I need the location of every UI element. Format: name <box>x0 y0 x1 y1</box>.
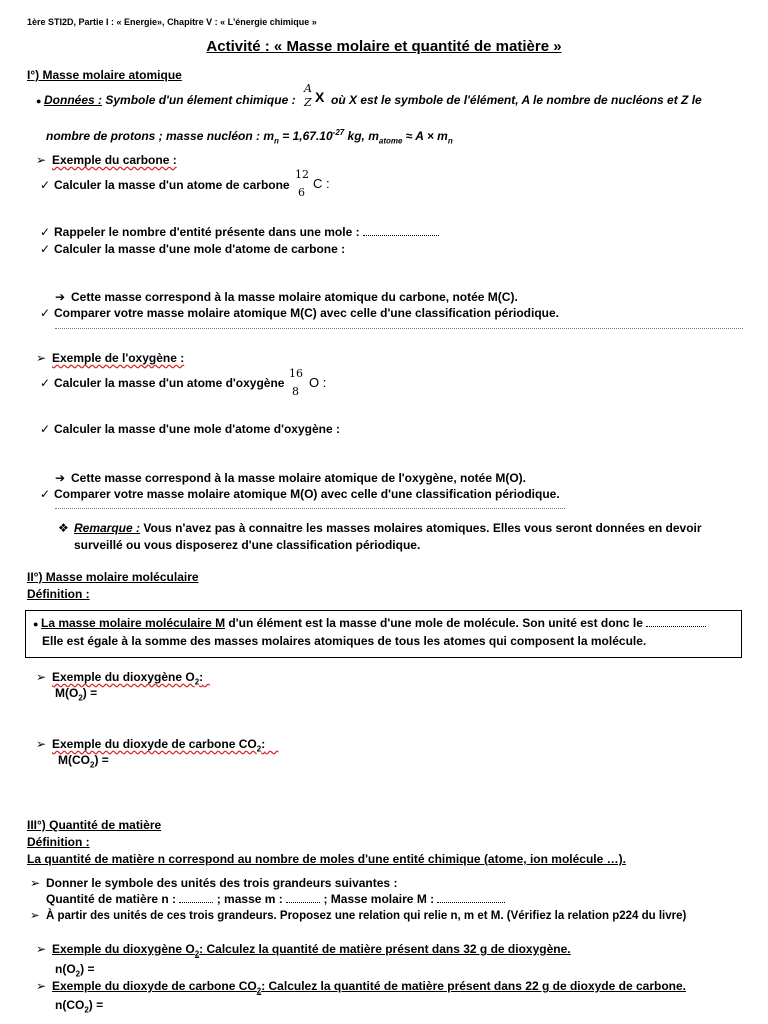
carbone-note-text: Cette masse correspond à la masse molaire atomique du carbone, notée M(C). <box>71 290 518 304</box>
answer-line[interactable] <box>55 508 565 509</box>
section-3-definition-text: La quantité de matière n correspond au nombre de moles d'une entité chimique (atome, ion molécule …). <box>27 852 626 866</box>
donnees-line-1 <box>36 93 296 107</box>
oxygen-q1 <box>40 376 284 390</box>
matome-label: kg, m <box>344 129 379 143</box>
oxygen-example-label: Exemple de l'oxygène : <box>52 351 185 365</box>
formula-end: ) = <box>88 998 104 1012</box>
definition-term: La masse molaire moléculaire M <box>41 616 226 630</box>
oxygen-note <box>55 471 526 485</box>
units-n-label: Quantité de matière n : <box>46 892 177 906</box>
subscript: 2 <box>194 677 200 687</box>
check-icon: ✓ <box>40 242 51 256</box>
document-header: 1ère STI2D, Partie I : « Energie», Chapitre V : « L'énergie chimique » <box>27 17 317 27</box>
check-icon: ✓ <box>40 487 51 501</box>
formula-end: ) = <box>82 686 98 700</box>
nuclide-a: A <box>304 82 312 95</box>
answer-line[interactable] <box>55 328 743 329</box>
units-question <box>30 876 397 890</box>
subscript: 2 <box>256 986 262 996</box>
oxygen-q3 <box>40 487 560 501</box>
page-title: Activité : « Masse molaire et quantité de matière » <box>206 38 562 55</box>
check-icon: ✓ <box>40 178 51 192</box>
carbone-q3-text: Calculer la masse d'une mole d'atome de carbone : <box>54 242 346 256</box>
carbone-q1-text: Calculer la masse d'un atome de carbone <box>54 178 290 192</box>
thick-arrow-icon: ➔ <box>55 471 66 485</box>
check-icon: ✓ <box>40 376 51 390</box>
nucleon-mass-label: nombre de protons ; masse nucléon : m <box>46 129 275 143</box>
thick-arrow-icon: ➔ <box>55 290 66 304</box>
oxygen-a: 16 <box>289 367 303 380</box>
check-icon: ✓ <box>40 225 51 239</box>
dioxygen-example-text: Exemple du dioxygène O <box>52 670 195 684</box>
subscript: 2 <box>78 693 83 703</box>
n-dioxygen-text: : Calculez la quantité de matière présent dans 32 g de dioxygène. <box>199 942 571 956</box>
diamond-icon: ❖ <box>58 521 69 535</box>
formula-start: n(O <box>55 962 76 976</box>
arrow-icon: ➢ <box>30 876 41 890</box>
carbone-q3 <box>40 242 345 256</box>
units-question-text: Donner le symbole des unités des trois grandeurs suivantes : <box>46 876 398 890</box>
subscript: 2 <box>90 760 95 770</box>
arrow-icon: ➢ <box>36 153 47 167</box>
co2-example <box>36 737 279 753</box>
remark-label: Remarque : <box>74 521 141 535</box>
arrow-icon: ➢ <box>36 942 47 956</box>
formula-start: M(CO <box>58 753 90 767</box>
check-icon: ✓ <box>40 422 51 436</box>
dioxygen-example <box>36 670 210 686</box>
nuclide-x: X <box>315 89 325 105</box>
n-co2-label: Exemple du dioxyde de carbone CO <box>52 979 257 993</box>
oxygen-example-heading <box>36 351 184 365</box>
oxygen-z: 8 <box>292 385 299 398</box>
carbon-symbol: C : <box>313 176 330 191</box>
subscript: 2 <box>194 949 200 959</box>
co2-example-label <box>52 737 279 754</box>
units-answers <box>46 892 505 906</box>
arrow-icon: ➢ <box>36 737 47 751</box>
co2-molar-mass <box>58 753 109 769</box>
dioxygen-example-label <box>52 670 210 687</box>
nuclide-oxygen <box>289 367 333 401</box>
bullet-icon: ● <box>33 619 39 629</box>
mn-sub-2: n <box>447 136 453 146</box>
oxygen-q2 <box>40 422 340 436</box>
section-1-heading: I°) Masse molaire atomique <box>27 68 182 82</box>
subscript: 2 <box>256 744 262 754</box>
carbone-example-label: Exemple du carbone : <box>52 153 177 167</box>
oxygen-q1-text: Calculer la masse d'un atome d'oxygène <box>54 376 285 390</box>
remark-line-2: surveillé ou vous disposerez d'une classification périodique. <box>74 538 421 552</box>
section-2-heading: II°) Masse molaire moléculaire <box>27 570 199 584</box>
matome-sub: atome <box>378 136 403 146</box>
arrow-icon: ➢ <box>30 910 40 922</box>
answer-blank[interactable] <box>646 625 706 627</box>
subscript: 2 <box>84 1005 89 1015</box>
carbone-q1 <box>40 178 290 192</box>
carbone-q4-text: Comparer votre masse molaire atomique M(C) avec celle d'une classification périodique. <box>54 306 560 320</box>
relation-question-text: À partir des unités de ces trois grandeurs. Proposez une relation qui relie n, m et M. (Vérifiez la relation p224 du livre) <box>46 910 687 922</box>
colon: : <box>261 737 266 751</box>
formula-start: M(O <box>55 686 79 700</box>
formula-end: ) = <box>80 962 95 976</box>
remark-text-1: Vous n'avez pas à connaitre les masses molaires atomiques. Elles vous seront données en devoir <box>143 521 702 535</box>
formula-end: ) = <box>94 753 109 767</box>
formula-start: n(CO <box>55 998 85 1012</box>
n-dioxygen-formula <box>55 962 94 978</box>
dioxygen-molar-mass <box>55 686 97 702</box>
carbon-a: 12 <box>295 168 309 181</box>
oxygen-q2-text: Calculer la masse d'une mole d'atome d'oxygène : <box>54 422 340 436</box>
donnees-label: Données : <box>44 93 103 107</box>
answer-blank[interactable] <box>437 901 505 903</box>
section-3-definition-label: Définition : <box>27 835 90 849</box>
donnees-line-2 <box>46 128 453 145</box>
mn-exponent: -27 <box>332 128 345 137</box>
section-3-heading: III°) Quantité de matière <box>27 818 162 832</box>
section-2-definition-label: Définition : <box>27 587 90 601</box>
bullet-icon: ● <box>36 96 42 106</box>
arrow-icon: ➢ <box>36 670 47 684</box>
approx-relation: ≈ A × m <box>402 129 448 143</box>
mn-value: = 1,67.10 <box>278 129 333 143</box>
units-M-label: ; Masse molaire M : <box>323 892 435 906</box>
donnees-text-1: Symbole d'un élement chimique : <box>105 93 296 107</box>
subscript: 2 <box>75 969 81 979</box>
carbone-example-heading <box>36 153 177 167</box>
n-dioxygen-label: Exemple du dioxygène O <box>52 942 195 956</box>
units-m-label: ; masse m : <box>216 892 283 906</box>
nuclide-z: Z <box>304 96 312 109</box>
n-co2-example <box>36 979 686 995</box>
answer-blank[interactable] <box>179 901 213 903</box>
answer-blank[interactable] <box>286 901 320 903</box>
carbone-q2-text: Rappeler le nombre d'entité présente dans une mole : <box>54 225 360 239</box>
n-co2-text: : Calculez la quantité de matière présent dans 22 g de dioxyde de carbone. <box>261 979 686 993</box>
co2-example-text: Exemple du dioxyde de carbone CO <box>52 737 257 751</box>
remark-line-1 <box>58 521 702 535</box>
oxygen-symbol: O : <box>309 375 327 390</box>
carbone-q2 <box>40 225 439 239</box>
mn-sub: n <box>274 136 279 146</box>
relation-question <box>30 908 686 922</box>
definition-box-line-1 <box>33 616 706 630</box>
answer-blank[interactable] <box>363 234 439 236</box>
definition-text-1: d'un élément est la masse d'une mole de molécule. Son unité est donc le <box>225 616 643 630</box>
n-dioxygen-example <box>36 942 571 958</box>
oxygen-q3-text: Comparer votre masse molaire atomique M(O) avec celle d'une classification périodique. <box>54 487 560 501</box>
n-co2-formula <box>55 998 103 1014</box>
donnees-text-2: où X est le symbole de l'élément, A le nombre de nucléons et Z le <box>331 93 702 107</box>
carbon-z: 6 <box>298 186 305 199</box>
check-icon: ✓ <box>40 306 51 320</box>
colon: : <box>199 670 204 684</box>
arrow-icon: ➢ <box>36 979 47 993</box>
nuclide-carbon <box>295 168 335 202</box>
definition-box-line-2: Elle est égale à la somme des masses molaires atomiques de tous les atomes qui composent la molécule. <box>42 634 647 648</box>
carbone-q4 <box>40 306 559 320</box>
oxygen-note-text: Cette masse correspond à la masse molaire atomique de l'oxygène, notée M(O). <box>71 471 526 485</box>
arrow-icon: ➢ <box>36 351 47 365</box>
nuclide-symbol-generic <box>304 82 326 116</box>
carbone-note <box>55 290 518 304</box>
